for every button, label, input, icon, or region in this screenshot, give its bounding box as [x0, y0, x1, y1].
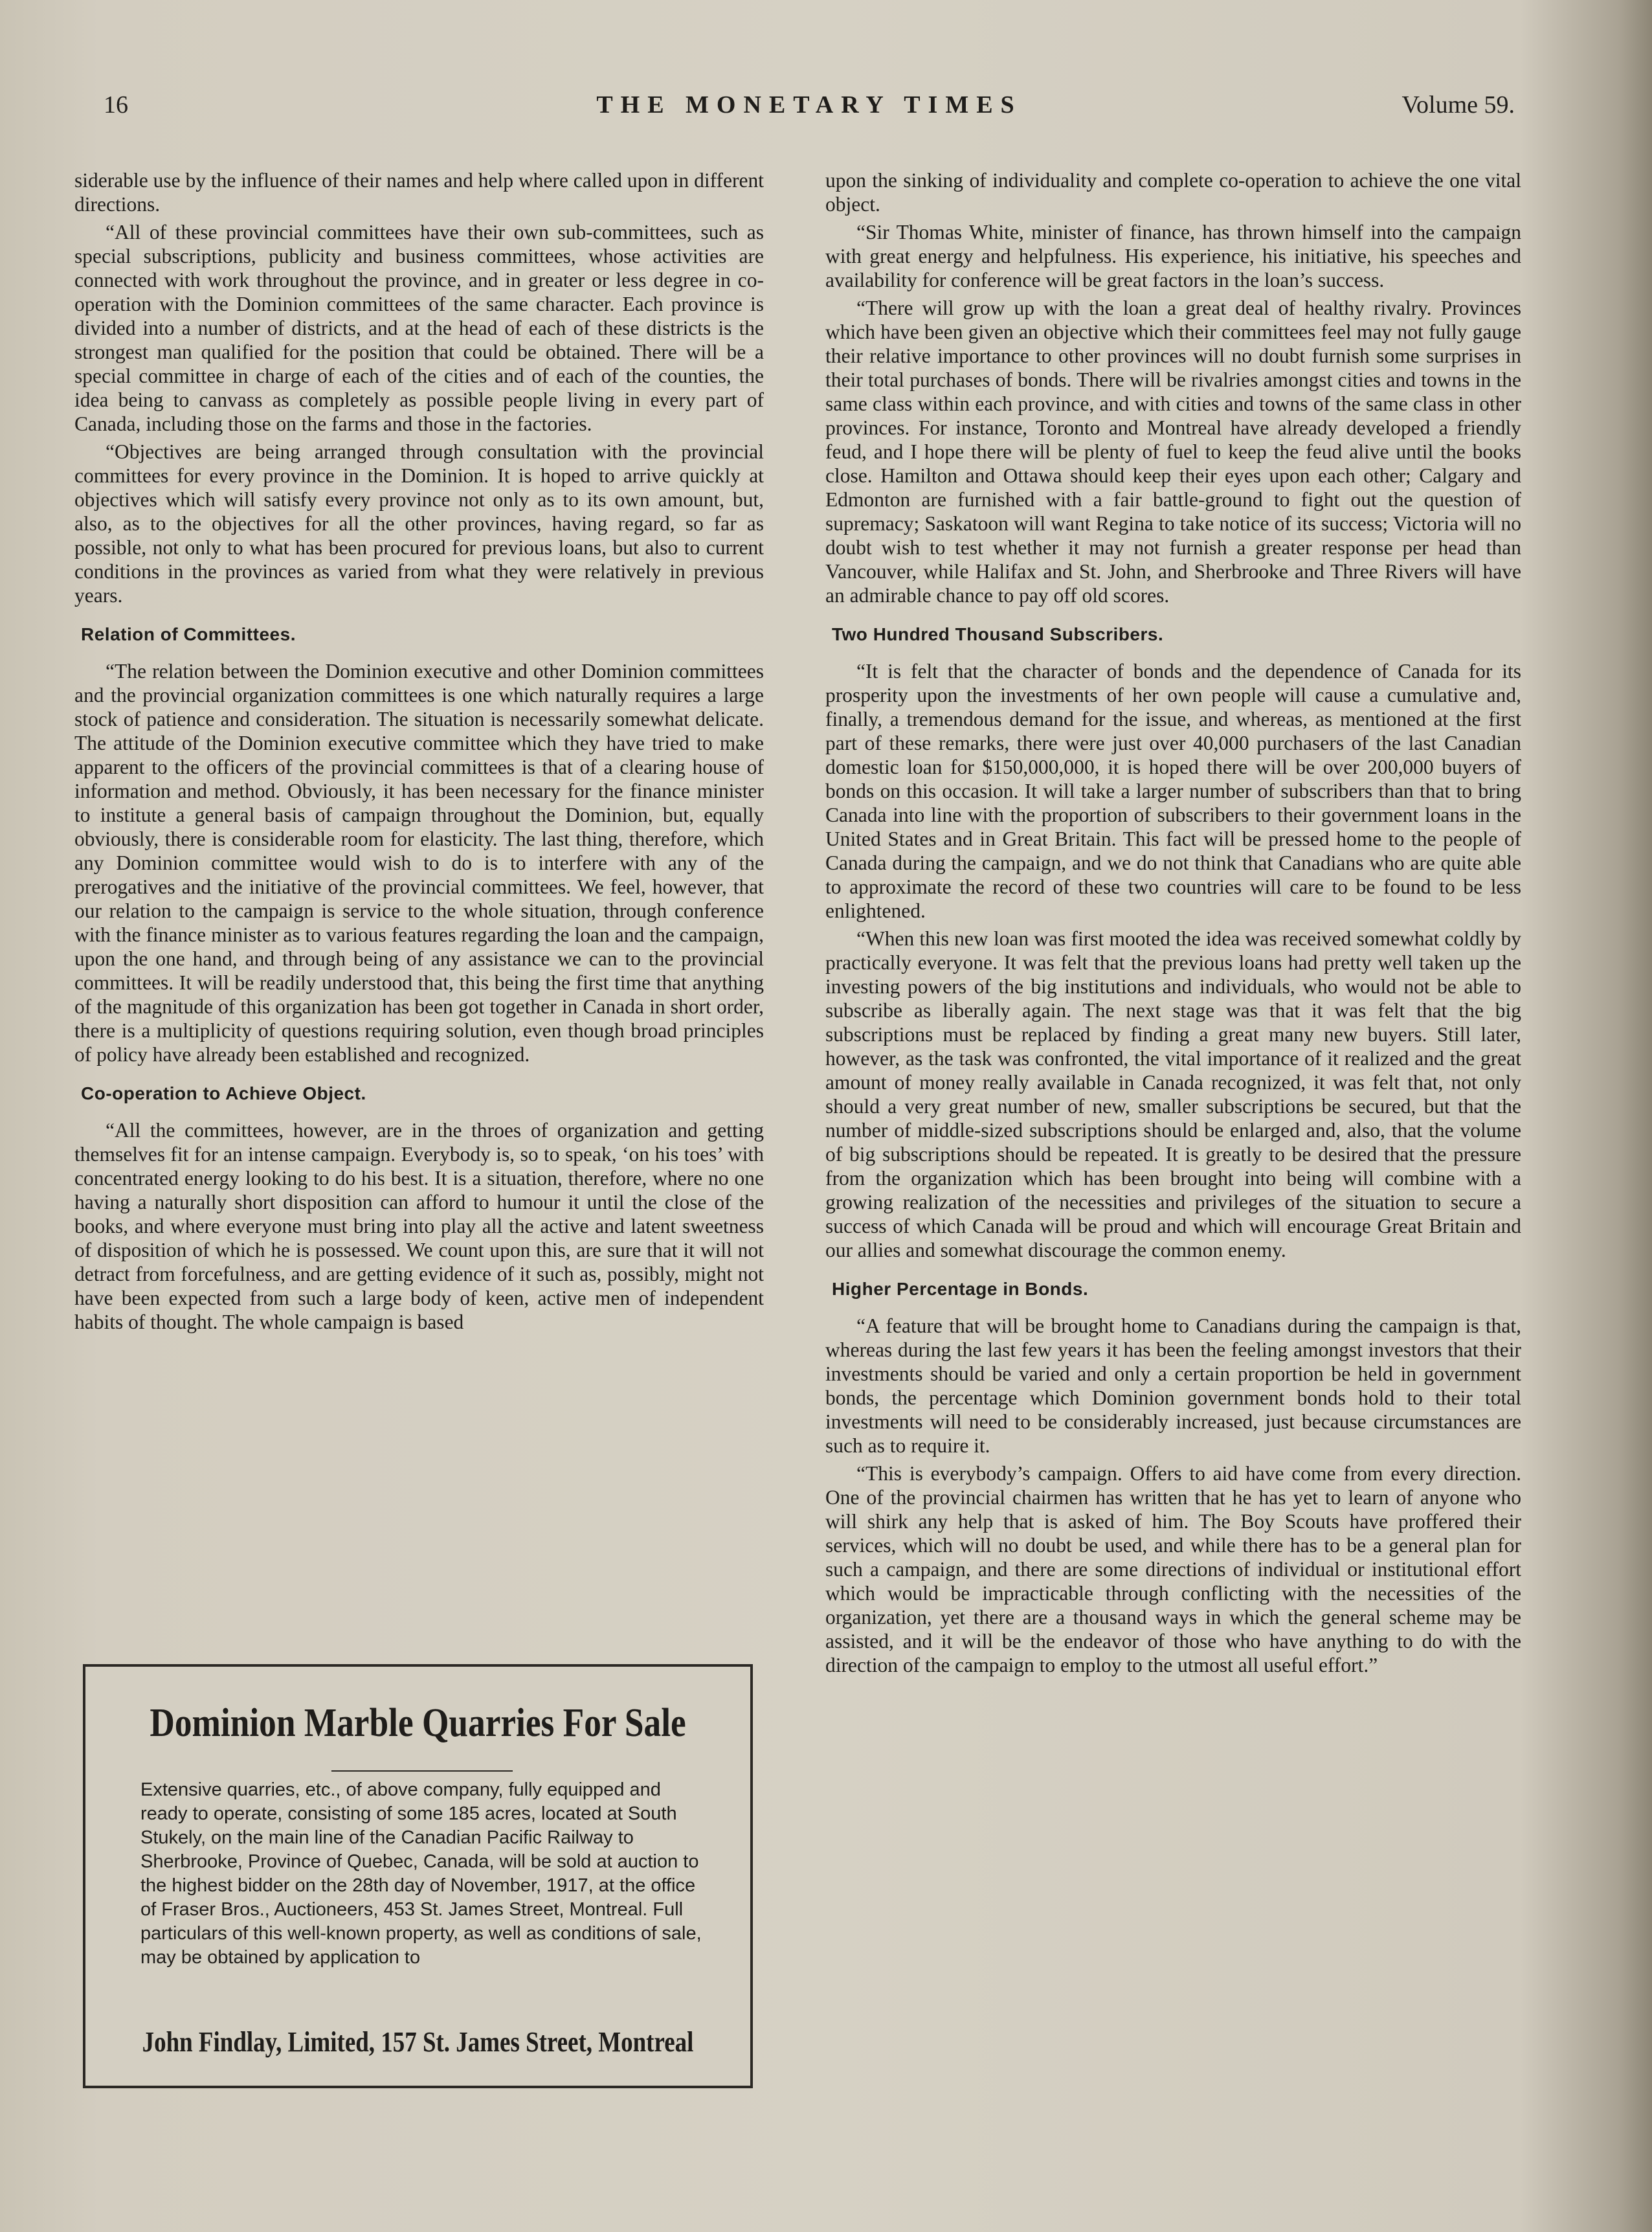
- advertisement-box: [83, 1664, 753, 2088]
- section-heading: Co-operation to Achieve Object.: [81, 1083, 366, 1103]
- section-heading: Higher Percentage in Bonds.: [832, 1279, 1089, 1299]
- advertisement-footer: John Findlay, Limited, 157 St. James Street, Montreal: [142, 2026, 694, 2058]
- paragraph: “Objectives are being arranged through consultation with the provincial committees for every province in the Dominion. It is hoped to arrive quickly at objectives which will satisfy every province not only as to its own amount, but, also, as to the objectives for all the other provinces, having regard, so far as possible, not only to what has been procured for previous loans, but also to current conditions in the provinces as varied from what they were relatively in previous years.: [74, 440, 764, 607]
- paragraph: “There will grow up with the loan a great deal of healthy rivalry. Provinces which have been given an objective which their committees feel may not fully gauge their relative importance to other provinces will no doubt furnish some surprises in their total purchases of bonds. There will be rivalries amongst cities and towns in the same class within each province, and with cities and towns of the same class in other provinces. For instance, Toronto and Montreal have already developed a friendly feud, and I hope there will be plenty of fuel to keep the feud alive until the books close. Hamilton and Ottawa should keep their eyes upon each other; Calgary and Edmonton are furnished with a fair battle-ground to fight out the question of supremacy; Saskatoon will want Regina to take notice of its success; Victoria will no doubt wish to test whether it may not furnish a greater response per head than Vancouver, while Halifax and St. John, and Sherbrooke and Three Rivers will have an admirable chance to pay off old scores.: [825, 297, 1521, 607]
- divider: [331, 1770, 513, 1772]
- paragraph: “The relation between the Dominion executive and other Dominion committees and the provincial organization committees is one which naturally requires a large stock of patience and consideration. The situation is necessarily somewhat delicate. The attitude of the Dominion executive committee which they have tried to make apparent to the officers of the provincial committees is that of a clearing house of information and method. Obviously, it has been necessary for the finance minister to institute a general basis of campaign throughout the Dominion, but, equally obviously, there is considerable room for elasticity. The last thing, therefore, which any Dominion committee would wish to do is to interfere with any of the prerogatives and the initiative of the provincial committees. We feel, however, that our relation to the campaign is service to the whole situation, through conference with the finance minister as to various features regarding the loan and the campaign, upon the one hand, and through being of any assistance we can to the provincial committees. It will be readily understood that, this being the first time that anything of the magnitude of this organization has been got together in Canada in short order, there is a multiplicity of questions requiring solution, even though broad principles of policy have already been established and recognized.: [74, 660, 764, 1066]
- advertisement-body: Extensive quarries, etc., of above company, fully equipped and ready to operate, consisting of some 185 acres, located at South Stukely, on the main line of the Canadian Pacific Railway to Sherbrooke, Province of Quebec, Canada, will be sold at auction to the highest bidder on the 28th day of November, 1917, at the office of Fraser Bros., Auctioneers, 453 St. James Street, Montreal. Full particulars of this well-known property, as well as conditions of sale, may be obtained by application to: [140, 1779, 702, 1968]
- paragraph: “All of these provincial committees have their own sub-committees, such as special subscriptions, publicity and business committees, whose activities are connected with work throughout the province, and in greater or less degree in co-operation with the Dominion committees of the same character. Each province is divided into a number of districts, and at the head of each of these districts is the strongest man qualified for the position that could be obtained. There will be a special committee in charge of each of the cities and of each of the counties, the idea being to canvass as completely as possible people living in every part of Canada, including those on the farms and those in the factories.: [74, 221, 764, 435]
- paragraph: upon the sinking of individuality and complete co-operation to achieve the one vital object.: [825, 169, 1521, 216]
- paragraph: “All the committees, however, are in the throes of organization and getting themselves fit for an intense campaign. Everybody is, so to speak, ‘on his toes’ with concentrated energy looking to do his best. It is a situation, therefore, where no one having a naturally short disposition can afford to humour it until the close of the books, and where everyone must bring into play all the active and latent sweetness of disposition of which he is possessed. We count upon this, are sure that it will not detract from forcefulness, and are getting evidence of it such as, possibly, might not have been expected from such a large body of keen, active men of independent habits of thought. The whole campaign is based: [74, 1119, 764, 1333]
- page-header: [104, 91, 1515, 130]
- paragraph: “It is felt that the character of bonds and the dependence of Canada for its prosperity upon the investments of her own people will cause a cumulative and, finally, a tremendous demand for the issue, and whereas, as mentioned at the first part of these remarks, there were just over 40,000 purchasers of the last Canadian domestic loan for $150,000,000, it is hoped there will be over 200,000 buyers of bonds on this occasion. It will take a larger number of subscribers than that to bring Canada into line with the proportion of subscribers to their government loans in the United States and in Great Britain. This fact will be pressed home to the people of Canada during the campaign, and we do not think that Canadians who are quite able to approximate the record of these two countries will care to be found to be less enlightened.: [825, 660, 1521, 922]
- paragraph: siderable use by the influence of their names and help where called upon in different directions.: [74, 169, 764, 216]
- left-column: [74, 168, 764, 1334]
- paragraph: “This is everybody’s campaign. Offers to aid have come from every direction. One of the provincial chairmen has written that he has yet to learn of anyone who will shirk any help that is asked of him. The Boy Scouts have proffered their services, which will no doubt be used, and while there has to be a general plan for such a campaign, and there are some directions of individual or institutional effort which would be impracticable through conflicting with the necessities of the organization, yet there are a thousand ways in which the general scheme may be assisted, and it will be the endeavor of those who have anything to do with the direction of the campaign to employ to the utmost all useful effort.”: [825, 1462, 1521, 1676]
- section-heading: Two Hundred Thousand Subscribers.: [832, 624, 1164, 644]
- paragraph: “Sir Thomas White, minister of finance, has thrown himself into the campaign with great energy and helpfulness. His experience, his initiative, his speeches and availability for conference will be great factors in the loan’s success.: [825, 221, 1521, 291]
- masthead-title: THE MONETARY TIMES: [596, 91, 1022, 118]
- paragraph: “When this new loan was first mooted the idea was received somewhat coldly by practically everyone. It was felt that the previous loans had pretty well taken up the investing powers of the big institutions and individuals, who would not be able to subscribe as liberally again. The next stage was that it was felt that the big subscriptions must be replaced by finding a great many new buyers. Still later, however, as the task was confronted, the vital importance of it realized and the great amount of money really available in Canada recognized, it was felt that, not only should a very great number of new, smaller subscriptions be secured, but that the number of middle-sized subscriptions should be enlarged and, also, that the volume of big subscriptions should be repeated. It is greatly to be desired that the pressure from the organization which has been brought into being will combine with a growing realization of the necessities and privileges of the situation to secure a success of which Canada will be proud and which will encourage Great Britain and our allies and somewhat discourage the common enemy.: [825, 927, 1521, 1261]
- section-heading: Relation of Committees.: [81, 624, 296, 644]
- advertisement-title: Dominion Marble Quarries For Sale: [150, 1701, 686, 1745]
- right-column: [825, 168, 1521, 1677]
- paragraph: “A feature that will be brought home to Canadians during the campaign is that, whereas during the last few years it has been the feeling amongst investors that their investments should be varied and only a certain proportion be held in government bonds, the percentage which Dominion government bonds hold to their total investments will need to be considerably increased, just because circumstances are such as to require it.: [825, 1314, 1521, 1457]
- volume-label: Volume 59.: [1401, 91, 1515, 118]
- page-number: 16: [104, 91, 128, 118]
